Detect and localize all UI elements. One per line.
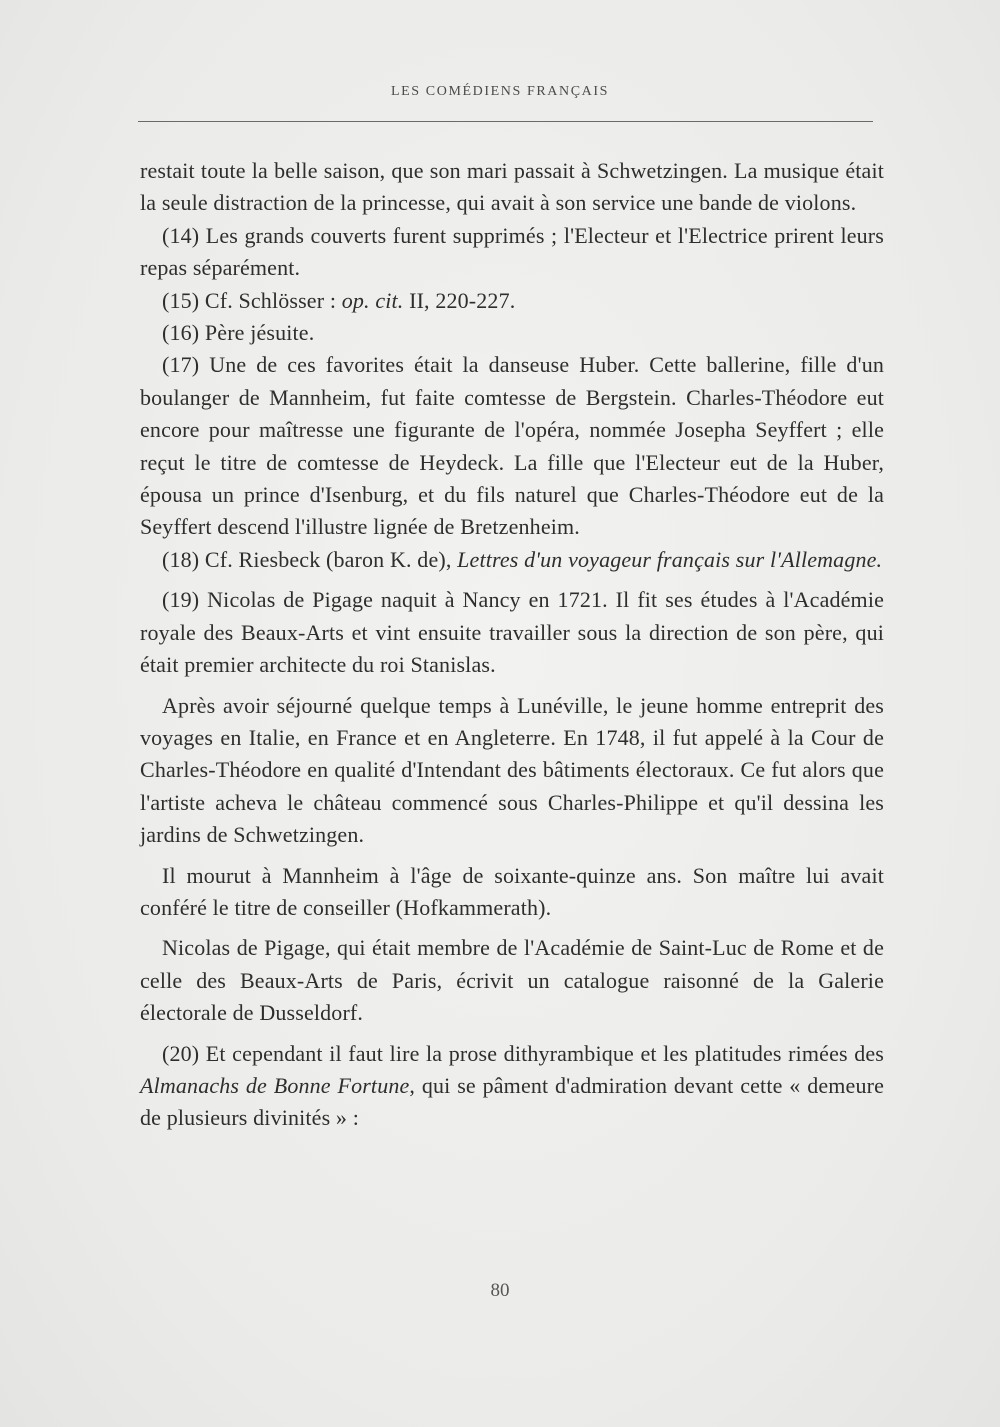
note-15-italic: op. cit. [341,287,404,313]
note-14: (14) Les grands couverts furent supprimés ; l'Electeur et l'Electrice prirent leurs repas séparément. [140,222,884,281]
text-block [140,155,884,1135]
note-19: (19) Nicolas de Pigage naquit à Nancy en 1721. Il fit ses études à l'Académie royale des Beaux-Arts et vint ensuite travailler sous la direction de son père, qui était premier architecte du roi Stanislas. [140,587,884,678]
note-16: (16) Père jésuite. [162,320,315,346]
note-18 [140,544,884,576]
paragraph-nicolas: Nicolas de Pigage, qui était membre de l'Académie de Saint-Luc de Rome et de celle des Beaux-Arts de Paris, écrivit un catalogue raisonné de la Galerie électorale de Dusseldorf. [140,935,884,1026]
note-20 [140,1038,884,1135]
note-17: (17) Une de ces favorites était la danseuse Huber. Cette ballerine, fille d'un boulanger de Mannheim, fut faite comtesse de Bergstein. Charles-Théodore eut encore pour maîtresse une figurante de l'opéra, nommée Josepha Seyffert ; elle reçut le titre de comtesse de Heydeck. La fille que l'Electeur eut de la Huber, épousa un prince d'Isenburg, et du fils naturel que Charles-Théodore eut de la Seyffert descend l'illustre lignée de Bretzenheim. [140,352,884,540]
paragraph-apres: Après avoir séjourné quelque temps à Lunéville, le jeune homme entreprit des voyages en Italie, en France et en Angleterre. En 1748, il fut appelé à la Cour de Charles-Théodore en qualité d'Intendant des bâtiments électoraux. Ce fut alors que l'artiste acheva le château commencé sous Charles-Philippe et qu'il dessina les jardins de Schwetzingen. [140,692,884,848]
running-title: LES COMÉDIENS FRANÇAIS [391,84,609,99]
paragraph-mourut: Il mourut à Mannheim à l'âge de soixante-quinze ans. Son maître lui avait conféré le titre de conseiller (Hofkammerath). [140,862,884,920]
paragraph-continued: restait toute la belle saison, que son mari passait à Schwetzingen. La musique était la seule distraction de la princesse, qui avait à son service une bande de violons. [140,158,884,216]
note-18-italic-title: Lettres d'un voyageur français sur l'Allemagne. [457,546,883,572]
header-rule [138,121,873,122]
page-number: 80 [490,1280,510,1301]
note-20-text-end: , qui se pâment d'admiration devant cette « demeure de plusieurs divinités » : [140,1072,884,1131]
note-20-italic-title: Almanachs de Bonne Fortune [140,1072,410,1098]
note-15-pages: II, 220-227. [403,287,516,313]
note-18-text: (18) Cf. Riesbeck (baron K. de), [162,546,458,572]
note-15-text: (15) Cf. Schlösser : [162,287,342,313]
note-20-text: (20) Et cependant il faut lire la prose dithyrambique et les platitudes rimées des [162,1040,884,1066]
note-15 [140,285,884,317]
